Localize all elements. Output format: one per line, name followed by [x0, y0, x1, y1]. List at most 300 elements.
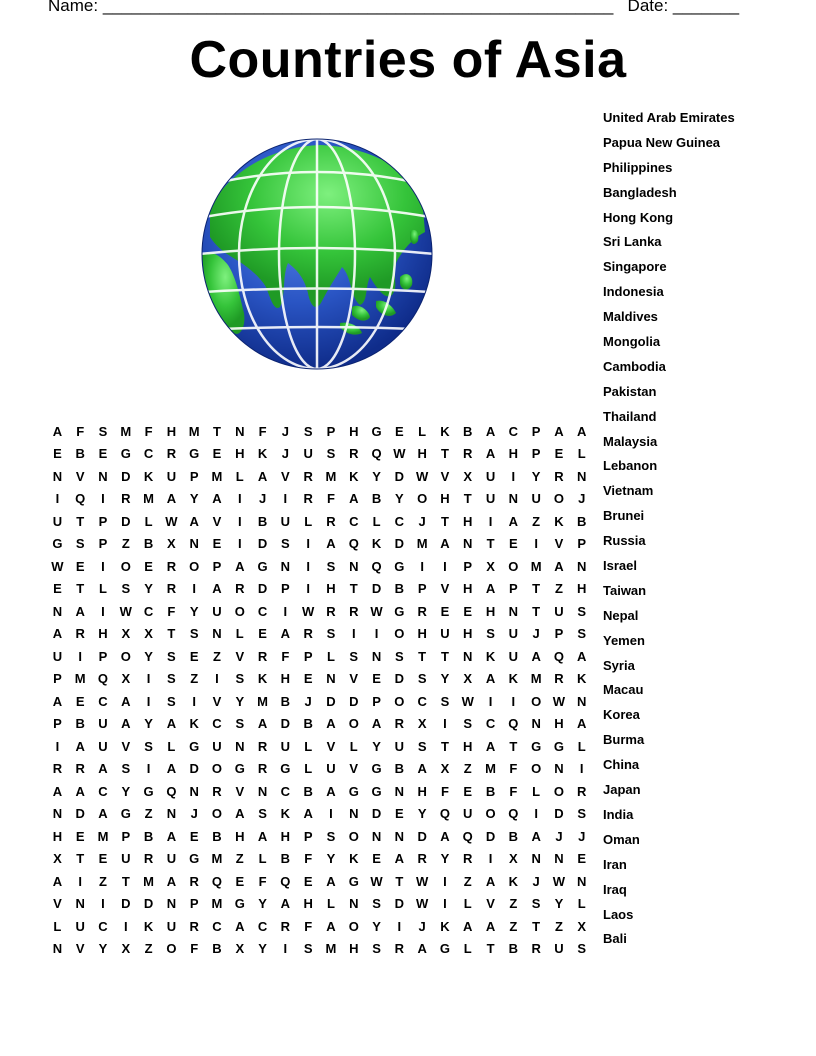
- grid-letter[interactable]: N: [52, 468, 63, 484]
- grid-letter[interactable]: B: [463, 423, 473, 439]
- grid-letter[interactable]: U: [280, 513, 291, 529]
- grid-letter[interactable]: A: [257, 716, 268, 732]
- grid-letter[interactable]: A: [417, 941, 427, 957]
- grid-letter[interactable]: S: [121, 581, 131, 597]
- grid-letter[interactable]: N: [189, 536, 199, 552]
- grid-letter[interactable]: R: [349, 446, 359, 462]
- grid-letter[interactable]: Q: [348, 536, 359, 552]
- grid-letter[interactable]: A: [75, 603, 85, 619]
- grid-letter[interactable]: U: [98, 738, 108, 754]
- grid-letter[interactable]: G: [348, 873, 359, 889]
- grid-letter[interactable]: Y: [395, 491, 404, 507]
- grid-letter[interactable]: I: [351, 626, 356, 642]
- grid-letter[interactable]: Q: [508, 806, 519, 822]
- grid-letter[interactable]: G: [394, 603, 405, 619]
- grid-letter[interactable]: A: [577, 716, 587, 732]
- grid-letter[interactable]: O: [531, 693, 542, 709]
- grid-letter[interactable]: B: [508, 828, 519, 844]
- grid-letter[interactable]: O: [348, 918, 359, 934]
- grid-letter[interactable]: K: [349, 851, 359, 867]
- grid-letter[interactable]: S: [372, 896, 381, 912]
- grid-letter[interactable]: K: [257, 671, 268, 687]
- grid-letter[interactable]: S: [281, 536, 290, 552]
- grid-letter[interactable]: N: [394, 828, 405, 844]
- grid-letter[interactable]: N: [349, 896, 359, 912]
- grid-letter[interactable]: P: [531, 446, 541, 462]
- grid-letter[interactable]: K: [280, 806, 291, 822]
- grid-letter[interactable]: X: [144, 626, 153, 642]
- grid-letter[interactable]: I: [443, 873, 447, 889]
- grid-letter[interactable]: X: [121, 626, 131, 642]
- grid-letter[interactable]: E: [144, 558, 153, 574]
- grid-letter[interactable]: N: [577, 693, 587, 709]
- grid-letter[interactable]: A: [485, 671, 496, 687]
- grid-letter[interactable]: N: [189, 783, 199, 799]
- grid-letter[interactable]: N: [75, 896, 85, 912]
- grid-letter[interactable]: S: [417, 738, 427, 754]
- grid-letter[interactable]: Y: [189, 491, 199, 507]
- grid-letter[interactable]: O: [120, 648, 131, 664]
- grid-letter[interactable]: U: [166, 468, 177, 484]
- grid-letter[interactable]: A: [440, 828, 450, 844]
- grid-letter[interactable]: A: [212, 491, 222, 507]
- grid-letter[interactable]: A: [577, 423, 587, 439]
- grid-letter[interactable]: N: [554, 851, 564, 867]
- grid-letter[interactable]: K: [440, 423, 450, 439]
- grid-letter[interactable]: D: [371, 806, 382, 822]
- grid-letter[interactable]: V: [75, 468, 85, 484]
- grid-letter[interactable]: A: [166, 491, 177, 507]
- grid-letter[interactable]: S: [326, 626, 336, 642]
- grid-letter[interactable]: Z: [121, 536, 130, 552]
- grid-letter[interactable]: S: [98, 423, 108, 439]
- grid-letter[interactable]: P: [53, 716, 62, 732]
- grid-letter[interactable]: Q: [97, 671, 109, 687]
- grid-letter[interactable]: L: [418, 423, 427, 439]
- grid-letter[interactable]: W: [302, 603, 315, 619]
- grid-letter[interactable]: D: [121, 468, 131, 484]
- grid-letter[interactable]: I: [397, 918, 402, 934]
- grid-letter[interactable]: L: [304, 761, 313, 777]
- grid-letter[interactable]: D: [417, 828, 427, 844]
- grid-letter[interactable]: N: [577, 558, 587, 574]
- grid-letter[interactable]: R: [303, 626, 313, 642]
- grid-letter[interactable]: X: [463, 671, 473, 687]
- grid-letter[interactable]: E: [235, 873, 245, 889]
- grid-letter[interactable]: M: [485, 761, 496, 777]
- grid-letter[interactable]: U: [121, 851, 131, 867]
- grid-letter[interactable]: R: [257, 761, 268, 777]
- grid-letter[interactable]: U: [52, 513, 63, 529]
- grid-letter[interactable]: I: [511, 693, 516, 709]
- grid-letter[interactable]: N: [508, 491, 519, 507]
- grid-letter[interactable]: Q: [553, 648, 564, 664]
- grid-letter[interactable]: N: [531, 851, 541, 867]
- grid-letter[interactable]: X: [121, 671, 131, 687]
- grid-letter[interactable]: L: [463, 941, 472, 957]
- grid-letter[interactable]: U: [554, 941, 564, 957]
- grid-letter[interactable]: I: [101, 491, 105, 507]
- grid-letter[interactable]: X: [486, 558, 495, 574]
- grid-letter[interactable]: I: [192, 693, 196, 709]
- grid-letter[interactable]: W: [370, 873, 383, 889]
- grid-letter[interactable]: N: [280, 558, 291, 574]
- grid-letter[interactable]: C: [257, 603, 268, 619]
- grid-letter[interactable]: F: [76, 423, 85, 439]
- grid-letter[interactable]: T: [121, 873, 130, 889]
- grid-letter[interactable]: Y: [531, 468, 541, 484]
- grid-letter[interactable]: A: [485, 918, 496, 934]
- grid-letter[interactable]: L: [258, 851, 267, 867]
- grid-letter[interactable]: S: [417, 671, 427, 687]
- grid-letter[interactable]: M: [120, 423, 132, 439]
- grid-letter[interactable]: A: [212, 581, 222, 597]
- grid-letter[interactable]: A: [280, 626, 291, 642]
- grid-letter[interactable]: Q: [371, 446, 382, 462]
- grid-letter[interactable]: G: [234, 896, 245, 912]
- grid-letter[interactable]: Y: [189, 603, 199, 619]
- grid-letter[interactable]: P: [303, 828, 313, 844]
- grid-letter[interactable]: I: [123, 918, 128, 934]
- grid-letter[interactable]: M: [530, 671, 542, 687]
- grid-letter[interactable]: E: [463, 783, 473, 799]
- grid-letter[interactable]: I: [443, 558, 447, 574]
- grid-letter[interactable]: A: [303, 806, 313, 822]
- grid-letter[interactable]: O: [120, 558, 131, 574]
- grid-letter[interactable]: E: [189, 828, 199, 844]
- grid-letter[interactable]: N: [166, 806, 177, 822]
- grid-letter[interactable]: L: [577, 896, 586, 912]
- grid-letter[interactable]: F: [190, 941, 199, 957]
- grid-letter[interactable]: Q: [211, 873, 223, 889]
- grid-letter[interactable]: G: [143, 783, 154, 799]
- grid-letter[interactable]: A: [485, 581, 496, 597]
- grid-letter[interactable]: I: [511, 468, 516, 484]
- grid-letter[interactable]: G: [257, 558, 268, 574]
- grid-letter[interactable]: U: [463, 806, 473, 822]
- grid-letter[interactable]: D: [371, 581, 382, 597]
- grid-letter[interactable]: E: [75, 558, 85, 574]
- grid-letter[interactable]: G: [52, 536, 63, 552]
- grid-letter[interactable]: M: [143, 873, 154, 889]
- grid-letter[interactable]: A: [531, 828, 541, 844]
- grid-letter[interactable]: S: [577, 626, 587, 642]
- grid-letter[interactable]: H: [577, 581, 587, 597]
- grid-letter[interactable]: F: [304, 851, 313, 867]
- grid-letter[interactable]: T: [76, 581, 85, 597]
- grid-letter[interactable]: Y: [440, 671, 450, 687]
- grid-letter[interactable]: V: [75, 941, 85, 957]
- grid-letter[interactable]: W: [119, 603, 132, 619]
- grid-letter[interactable]: O: [211, 806, 223, 822]
- grid-letter[interactable]: A: [577, 648, 587, 664]
- grid-letter[interactable]: F: [440, 783, 449, 799]
- grid-letter[interactable]: P: [98, 513, 108, 529]
- grid-letter[interactable]: A: [166, 716, 177, 732]
- grid-letter[interactable]: R: [75, 761, 85, 777]
- grid-letter[interactable]: A: [121, 693, 131, 709]
- grid-letter[interactable]: T: [440, 648, 449, 664]
- grid-letter[interactable]: K: [508, 873, 519, 889]
- grid-letter[interactable]: T: [213, 423, 221, 439]
- grid-letter[interactable]: I: [215, 671, 219, 687]
- grid-letter[interactable]: A: [121, 716, 131, 732]
- grid-letter[interactable]: R: [417, 851, 427, 867]
- grid-letter[interactable]: D: [189, 761, 199, 777]
- grid-letter[interactable]: Y: [372, 738, 381, 754]
- grid-letter[interactable]: D: [75, 806, 85, 822]
- grid-letter[interactable]: I: [283, 491, 288, 507]
- grid-letter[interactable]: T: [76, 851, 85, 867]
- grid-letter[interactable]: H: [235, 828, 245, 844]
- grid-letter[interactable]: R: [166, 558, 177, 574]
- grid-letter[interactable]: I: [101, 558, 105, 574]
- grid-letter[interactable]: Z: [509, 918, 518, 934]
- grid-letter[interactable]: N: [257, 783, 268, 799]
- grid-letter[interactable]: N: [371, 648, 382, 664]
- grid-letter[interactable]: R: [257, 648, 268, 664]
- grid-letter[interactable]: I: [306, 536, 310, 552]
- grid-letter[interactable]: A: [326, 783, 336, 799]
- grid-letter[interactable]: L: [167, 738, 176, 754]
- grid-letter[interactable]: Z: [213, 648, 221, 664]
- grid-letter[interactable]: I: [55, 491, 60, 507]
- grid-letter[interactable]: Q: [280, 873, 291, 889]
- grid-letter[interactable]: M: [530, 558, 542, 574]
- grid-letter[interactable]: X: [577, 918, 587, 934]
- grid-letter[interactable]: S: [440, 693, 450, 709]
- grid-letter[interactable]: I: [329, 806, 333, 822]
- grid-letter[interactable]: W: [552, 873, 566, 889]
- grid-letter[interactable]: I: [488, 693, 493, 709]
- grid-letter[interactable]: A: [235, 918, 245, 934]
- grid-letter[interactable]: A: [371, 716, 382, 732]
- grid-letter[interactable]: D: [143, 896, 154, 912]
- grid-letter[interactable]: R: [303, 468, 313, 484]
- grid-letter[interactable]: W: [416, 896, 429, 912]
- grid-letter[interactable]: B: [280, 693, 291, 709]
- grid-letter[interactable]: R: [394, 716, 405, 732]
- grid-letter[interactable]: J: [578, 828, 586, 844]
- grid-letter[interactable]: B: [257, 513, 268, 529]
- grid-letter[interactable]: L: [463, 896, 472, 912]
- grid-letter[interactable]: N: [371, 828, 382, 844]
- grid-letter[interactable]: V: [349, 671, 359, 687]
- grid-letter[interactable]: A: [52, 693, 63, 709]
- grid-letter[interactable]: U: [212, 603, 222, 619]
- grid-letter[interactable]: V: [326, 738, 336, 754]
- grid-letter[interactable]: B: [75, 716, 85, 732]
- grid-letter[interactable]: S: [577, 941, 587, 957]
- grid-letter[interactable]: J: [532, 873, 540, 889]
- grid-letter[interactable]: L: [532, 783, 541, 799]
- grid-letter[interactable]: Y: [144, 581, 153, 597]
- grid-letter[interactable]: T: [532, 581, 541, 597]
- grid-letter[interactable]: A: [508, 513, 519, 529]
- grid-letter[interactable]: M: [257, 693, 268, 709]
- grid-letter[interactable]: O: [189, 558, 200, 574]
- grid-letter[interactable]: K: [143, 468, 154, 484]
- grid-letter[interactable]: J: [418, 513, 426, 529]
- grid-letter[interactable]: E: [395, 806, 404, 822]
- grid-letter[interactable]: I: [78, 648, 82, 664]
- grid-letter[interactable]: L: [577, 446, 586, 462]
- grid-letter[interactable]: N: [212, 626, 222, 642]
- grid-letter[interactable]: C: [98, 783, 108, 799]
- grid-letter[interactable]: C: [98, 693, 108, 709]
- grid-letter[interactable]: P: [281, 581, 290, 597]
- grid-letter[interactable]: A: [326, 918, 336, 934]
- grid-letter[interactable]: N: [98, 468, 108, 484]
- grid-letter[interactable]: V: [235, 648, 245, 664]
- grid-letter[interactable]: K: [508, 671, 519, 687]
- grid-letter[interactable]: H: [280, 828, 291, 844]
- grid-letter[interactable]: X: [53, 851, 62, 867]
- grid-letter[interactable]: Z: [235, 851, 244, 867]
- grid-letter[interactable]: G: [531, 738, 542, 754]
- grid-letter[interactable]: A: [166, 761, 177, 777]
- grid-letter[interactable]: Y: [235, 693, 245, 709]
- grid-letter[interactable]: U: [508, 626, 519, 642]
- grid-letter[interactable]: J: [190, 806, 198, 822]
- grid-letter[interactable]: C: [143, 603, 154, 619]
- grid-letter[interactable]: S: [349, 648, 359, 664]
- grid-letter[interactable]: A: [485, 873, 496, 889]
- grid-letter[interactable]: S: [326, 828, 336, 844]
- grid-letter[interactable]: O: [417, 491, 428, 507]
- grid-letter[interactable]: Q: [371, 558, 382, 574]
- grid-letter[interactable]: H: [417, 446, 427, 462]
- grid-letter[interactable]: I: [534, 536, 538, 552]
- grid-letter[interactable]: K: [440, 918, 450, 934]
- grid-letter[interactable]: D: [394, 468, 405, 484]
- grid-letter[interactable]: X: [440, 761, 450, 777]
- grid-letter[interactable]: U: [166, 918, 177, 934]
- grid-letter[interactable]: E: [189, 648, 199, 664]
- grid-letter[interactable]: U: [98, 716, 108, 732]
- grid-letter[interactable]: C: [212, 716, 222, 732]
- grid-letter[interactable]: D: [394, 896, 405, 912]
- grid-letter[interactable]: E: [75, 828, 85, 844]
- grid-letter[interactable]: D: [394, 536, 405, 552]
- grid-letter[interactable]: L: [144, 513, 153, 529]
- grid-letter[interactable]: E: [98, 851, 108, 867]
- grid-letter[interactable]: S: [235, 671, 245, 687]
- grid-letter[interactable]: G: [439, 941, 450, 957]
- date-field[interactable]: _______: [672, 0, 740, 15]
- grid-letter[interactable]: L: [372, 513, 381, 529]
- grid-letter[interactable]: A: [531, 648, 541, 664]
- grid-letter[interactable]: S: [144, 738, 153, 754]
- grid-letter[interactable]: R: [531, 941, 541, 957]
- grid-letter[interactable]: Q: [508, 716, 519, 732]
- grid-letter[interactable]: H: [52, 828, 63, 844]
- grid-letter[interactable]: W: [393, 446, 406, 462]
- grid-letter[interactable]: H: [166, 423, 177, 439]
- grid-letter[interactable]: P: [121, 828, 131, 844]
- grid-letter[interactable]: A: [166, 828, 177, 844]
- grid-letter[interactable]: U: [75, 918, 85, 934]
- grid-letter[interactable]: J: [418, 918, 426, 934]
- grid-letter[interactable]: S: [463, 716, 473, 732]
- grid-letter[interactable]: V: [53, 896, 62, 912]
- grid-letter[interactable]: F: [144, 423, 153, 439]
- grid-letter[interactable]: H: [485, 603, 496, 619]
- grid-letter[interactable]: R: [554, 468, 564, 484]
- grid-letter[interactable]: M: [74, 671, 86, 687]
- grid-letter[interactable]: Q: [166, 783, 177, 799]
- grid-letter[interactable]: L: [235, 468, 244, 484]
- grid-letter[interactable]: V: [235, 783, 245, 799]
- grid-letter[interactable]: S: [395, 648, 404, 664]
- grid-letter[interactable]: A: [326, 536, 336, 552]
- grid-letter[interactable]: I: [237, 491, 242, 507]
- grid-letter[interactable]: X: [417, 716, 427, 732]
- grid-letter[interactable]: C: [394, 513, 405, 529]
- grid-letter[interactable]: F: [326, 491, 335, 507]
- grid-letter[interactable]: N: [52, 806, 63, 822]
- grid-letter[interactable]: E: [53, 581, 62, 597]
- grid-letter[interactable]: V: [440, 581, 450, 597]
- grid-letter[interactable]: U: [440, 626, 450, 642]
- grid-letter[interactable]: L: [235, 626, 244, 642]
- grid-letter[interactable]: A: [52, 873, 63, 889]
- grid-letter[interactable]: S: [167, 648, 176, 664]
- grid-letter[interactable]: K: [577, 671, 587, 687]
- grid-letter[interactable]: D: [485, 828, 496, 844]
- grid-letter[interactable]: I: [374, 626, 379, 642]
- grid-letter[interactable]: R: [235, 581, 245, 597]
- grid-letter[interactable]: U: [212, 738, 222, 754]
- grid-letter[interactable]: G: [120, 446, 131, 462]
- grid-letter[interactable]: E: [554, 446, 564, 462]
- grid-letter[interactable]: P: [189, 468, 199, 484]
- grid-letter[interactable]: N: [508, 603, 519, 619]
- grid-letter[interactable]: N: [577, 468, 587, 484]
- grid-letter[interactable]: C: [508, 423, 519, 439]
- grid-letter[interactable]: A: [485, 738, 496, 754]
- grid-letter[interactable]: R: [463, 851, 473, 867]
- grid-letter[interactable]: R: [166, 446, 177, 462]
- grid-letter[interactable]: M: [143, 491, 154, 507]
- grid-letter[interactable]: W: [51, 558, 64, 574]
- grid-letter[interactable]: M: [211, 896, 223, 912]
- grid-letter[interactable]: G: [394, 558, 405, 574]
- grid-letter[interactable]: G: [371, 783, 382, 799]
- grid-letter[interactable]: T: [532, 603, 541, 619]
- grid-letter[interactable]: D: [326, 693, 336, 709]
- grid-letter[interactable]: H: [554, 716, 564, 732]
- grid-letter[interactable]: R: [257, 738, 268, 754]
- grid-letter[interactable]: E: [463, 603, 473, 619]
- grid-letter[interactable]: A: [166, 873, 177, 889]
- grid-letter[interactable]: V: [121, 738, 131, 754]
- grid-letter[interactable]: B: [303, 783, 313, 799]
- grid-letter[interactable]: U: [52, 648, 63, 664]
- grid-letter[interactable]: B: [371, 491, 382, 507]
- grid-letter[interactable]: R: [326, 513, 336, 529]
- grid-letter[interactable]: A: [326, 873, 336, 889]
- grid-letter[interactable]: O: [348, 716, 359, 732]
- grid-letter[interactable]: B: [212, 828, 222, 844]
- grid-letter[interactable]: A: [554, 423, 564, 439]
- grid-letter[interactable]: O: [211, 761, 223, 777]
- grid-letter[interactable]: P: [53, 671, 62, 687]
- grid-letter[interactable]: C: [280, 783, 291, 799]
- grid-letter[interactable]: B: [303, 716, 313, 732]
- grid-letter[interactable]: V: [212, 513, 222, 529]
- grid-letter[interactable]: A: [189, 513, 199, 529]
